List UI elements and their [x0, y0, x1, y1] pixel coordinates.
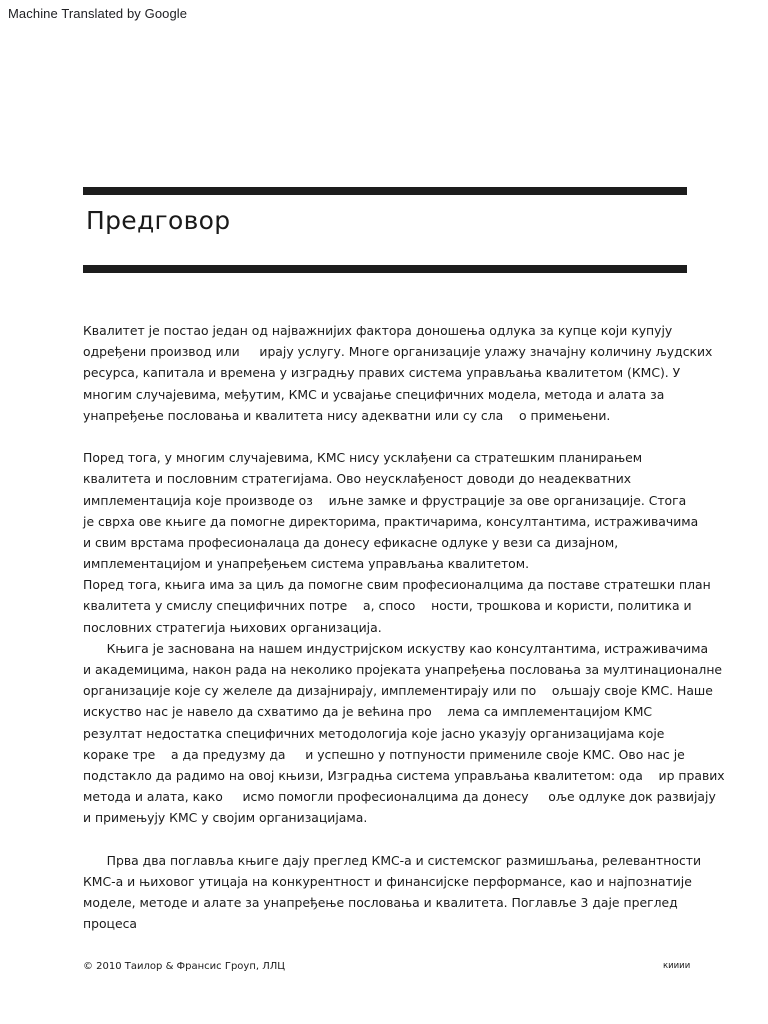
paragraph-gap [83, 829, 695, 850]
body-line: организације које су желеле да дизајнирају, имплементирају или по ољшају своје КМС. Наше [83, 683, 713, 699]
body-line: многим случајевима, међутим, КМС и усвајање специфичних модела, метода и алата за [83, 386, 665, 402]
body-line: ресурса, капитала и времена у изградњу правих система управљања квалитетом (КМС). У [83, 365, 681, 381]
body-line: и примењују КМС у својим организацијама. [83, 810, 368, 826]
page-number: кииии [663, 961, 691, 971]
paragraph-gap [83, 426, 695, 447]
body-line: је сврха ове књиге да помогне директорима, практичарима, консултантима, истраживачима [83, 513, 699, 529]
body-line: одређени производ или ирају услугу. Многе организације улажу значајну количину људских [83, 344, 713, 360]
body-line: имплементација које производе оз иљне замке и фрустрације за ове организације. Стога [83, 492, 687, 508]
body-line: Књига је заснована на нашем индустријском искуству као консултантима, истраживачима [83, 640, 709, 656]
body-line: и академицима, након рада на неколико пројеката унапређења пословања за мултинационалне [83, 662, 723, 677]
body-line: квалитета у смислу специфичних потре а, спосо ности, трошкова и користи, политика и [83, 598, 692, 614]
body-line: Прва два поглавља књиге дају преглед КМС-а и системског размишљања, релевантности [83, 852, 702, 868]
body-line: процеса [83, 916, 138, 932]
chapter-title-top-rule [83, 187, 687, 195]
body-line: КМС-а и њиховог утицаја на конкурентност и финансијске перформансе, као и најпознатије [83, 873, 692, 889]
body-line: Квалитет је постао један од најважнијих фактора доношења одлука за купце који купују [83, 323, 673, 338]
body-line: метода и алата, како исмо помогли професионалцима да донесу оље одлуке док развијају [83, 789, 716, 805]
machine-translated-banner: Machine Translated by Google [8, 6, 188, 21]
body-line: и свим врстама професионалаца да донесу ефикасне одлуке у вези са дизајном, [83, 534, 619, 550]
body-line: Поред тога, књига има за циљ да помогне свим професионалцима да поставе стратешки план [83, 577, 711, 593]
body-line: моделе, методе и алате за унапређење пословања и квалитета. Поглавље 3 даје преглед [83, 895, 678, 911]
preface-body [83, 320, 725, 934]
body-line: квалитета и пословним стратегијама. Ово неусклађеност доводи до неадекватних [83, 471, 632, 487]
copyright-footer: © 2010 Таилор & Франсис Гроуп, ЛЛЦ [83, 961, 286, 972]
body-line: пословних стратегија њихових организација. [83, 619, 382, 635]
body-line: искуство нас је навело да схватимо да је већина про лема са имплементацијом КМС [83, 704, 653, 720]
chapter-title-bottom-rule [83, 265, 687, 273]
body-line: кораке тре а да предузму да и успешно у потпуности примениле своје КМС. Ово нас је [83, 746, 685, 762]
body-line: имплементацијом и унапређењем система управљања квалитетом. [83, 556, 530, 572]
body-line: унапређење пословања и квалитета нису адекватни или су сла о примењени. [83, 407, 611, 423]
chapter-title: Предговор [86, 206, 231, 235]
body-line: Поред тога, у многим случајевима, КМС нису усклађени са стратешким планирањем [83, 450, 643, 466]
body-line: подстакло да радимо на овој књизи, Изградња система управљања квалитетом: ода ир правих [83, 767, 725, 783]
body-line: резултат недостатка специфичних методологија које јасно указују организацијама које [83, 725, 665, 741]
